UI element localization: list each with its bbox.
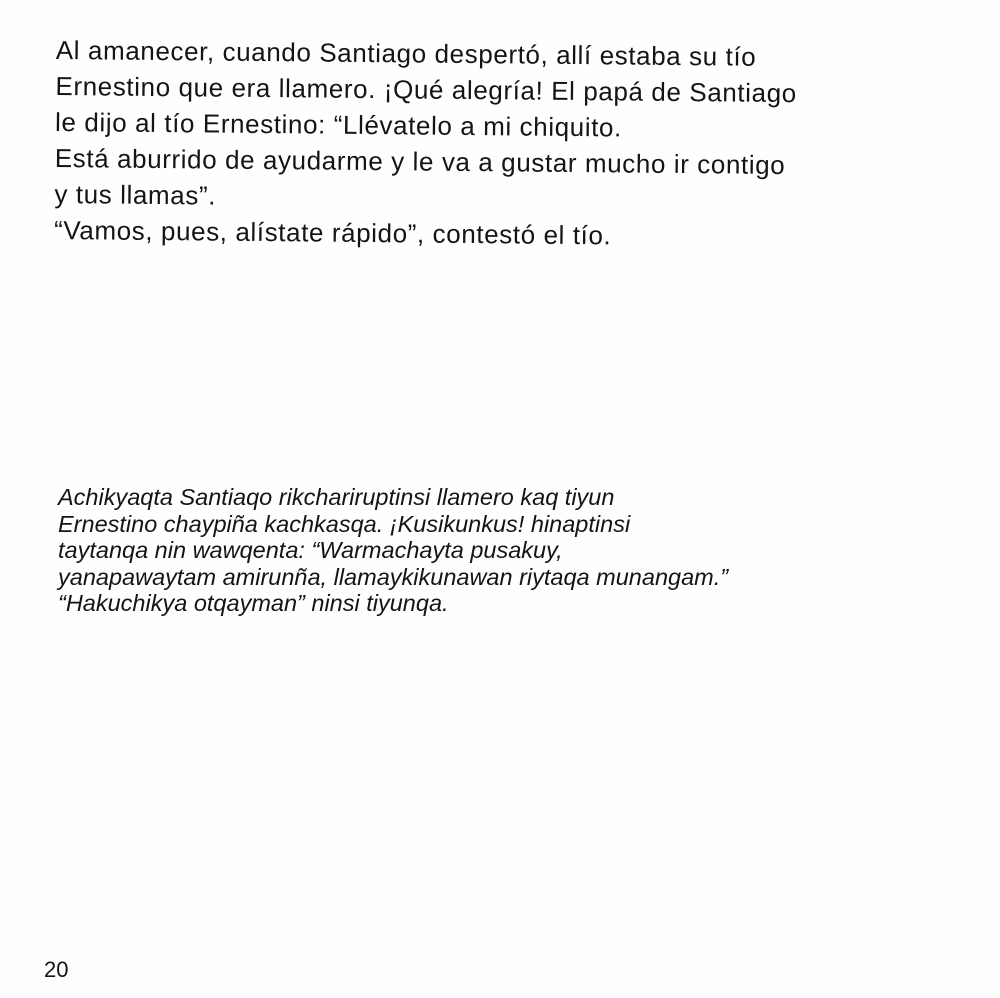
spanish-line: Está aburrido de ayudarme y le va a gustar mucho ir contigo — [54, 142, 786, 181]
spanish-line: y tus llamas”. — [54, 178, 217, 211]
spanish-line: Ernestino que era llamero. ¡Qué alegría! El papá de Santiago — [55, 70, 797, 109]
spanish-line: le dijo al tío Ernestino: “Llévatelo a mi chiquito. — [54, 106, 623, 143]
quechua-line: taytanqa nin wawqenta: “Warmachayta pusakuy, — [58, 537, 563, 563]
quechua-paragraph — [58, 484, 958, 617]
quechua-line: yanapawaytam amirunña, llamaykikunawan riytaqa munangam.” — [58, 563, 729, 590]
quechua-line: “Hakuchikya otqayman” ninsi tiyunqa. — [58, 590, 449, 616]
spanish-line: Al amanecer, cuando Santiago despertó, allí estaba su tío — [55, 34, 757, 72]
spanish-paragraph — [54, 32, 956, 257]
quechua-line: Achikyaqta Santiaqo rikchariruptinsi llamero kaq tiyun — [58, 484, 615, 510]
quechua-line: Ernestino chaypiña kachkasqa. ¡Kusikunkus! hinaptinsi — [58, 510, 631, 537]
spanish-line: “Vamos, pues, alístate rápido”, contestó el tío. — [53, 214, 612, 251]
page-number: 20 — [44, 957, 69, 982]
